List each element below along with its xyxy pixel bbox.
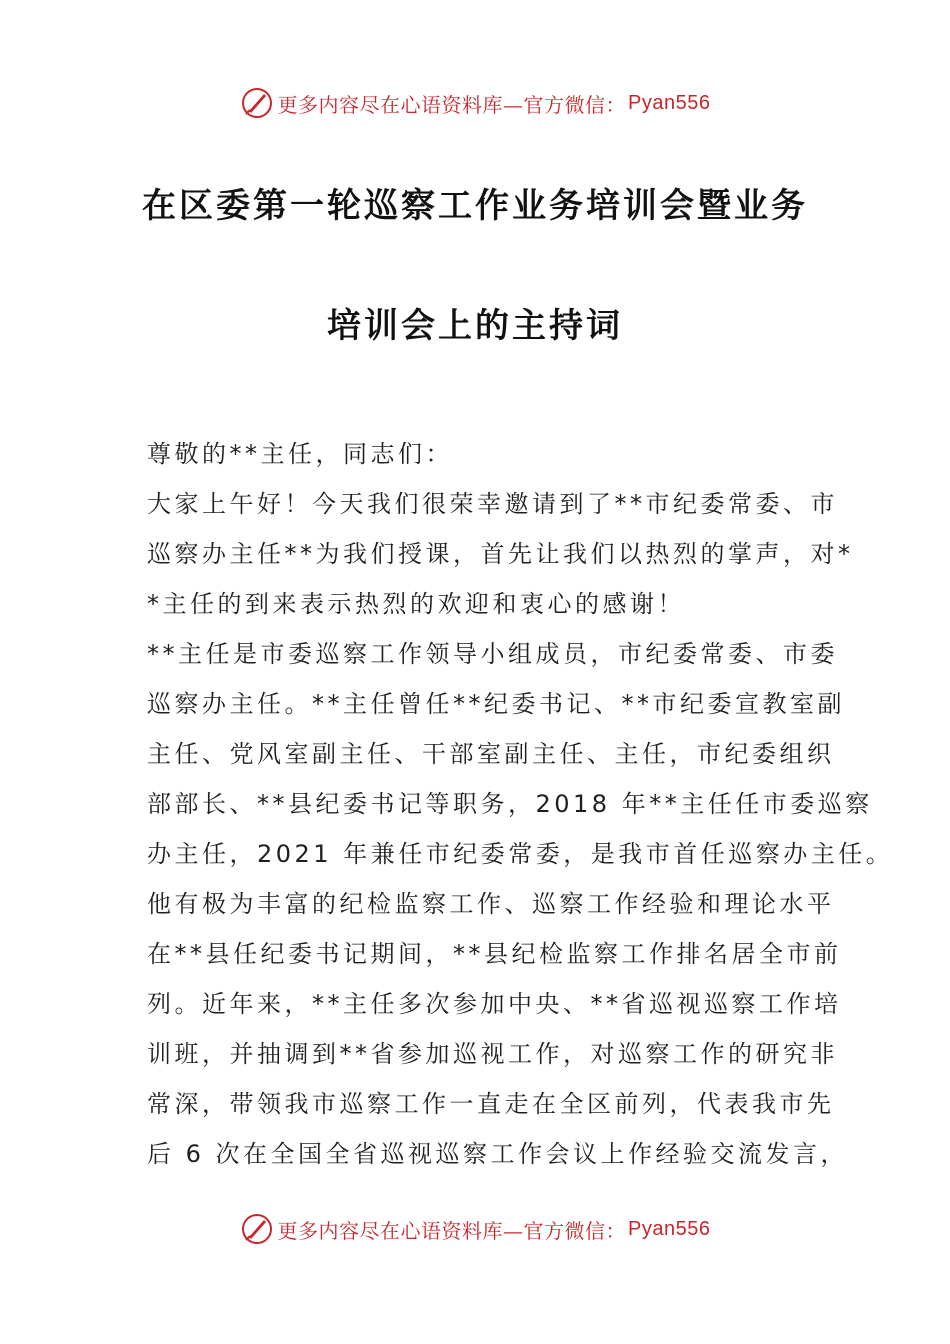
watermark-text: 更多内容尽在心语资料库—官方微信：: [277, 92, 627, 117]
watermark-wechat-id: Pyan556: [628, 91, 711, 114]
document-title-line-2: 培训会上的主持词: [327, 306, 623, 346]
body-line: 巡察办主任。**主任曾任**纪委书记、**市纪委宣教室副: [147, 690, 845, 718]
body-line: 大家上午好！今天我们很荣幸邀请到了**市纪委常委、市: [147, 490, 838, 518]
body-line: *主任的到来表示热烈的欢迎和衷心的感谢！: [147, 590, 685, 618]
watermark-footer: [0, 1212, 950, 1246]
body-line: 巡察办主任**为我们授课，首先让我们以热烈的掌声，对*: [147, 540, 854, 568]
body-line: **主任是市委巡察工作领导小组成员，市纪委常委、市委: [147, 640, 838, 668]
document-title-line-1: 在区委第一轮巡察工作业务培训会暨业务: [142, 186, 808, 226]
watermark-wechat-id: Pyan556: [628, 1217, 711, 1240]
body-line: 后 6 次在全国全省巡视巡察工作会议上作经验交流发言，: [147, 1140, 849, 1168]
document-body: [147, 429, 894, 1179]
body-line: 他有极为丰富的纪检监察工作、巡察工作经验和理论水平: [147, 890, 835, 918]
body-line: 在**县任纪委书记期间，**县纪检监察工作排名居全市前: [147, 940, 842, 968]
body-line: 列。近年来，**主任多次参加中央、**省巡视巡察工作培: [147, 990, 842, 1018]
body-line: 部部长、**县纪委书记等职务，2018 年**主任任市委巡察: [147, 790, 873, 818]
body-line: 办主任，2021 年兼任市纪委常委，是我市首任巡察办主任。: [147, 840, 894, 868]
quill-logo-icon: [240, 1212, 274, 1246]
watermark-header: [0, 86, 950, 120]
watermark-text: 更多内容尽在心语资料库—官方微信：: [277, 1218, 627, 1243]
body-line: 尊敬的**主任，同志们：: [147, 440, 453, 468]
body-line: 主任、党风室副主任、干部室副主任、主任，市纪委组织: [147, 740, 835, 768]
quill-logo-icon: [240, 86, 274, 120]
body-line: 常深，带领我市巡察工作一直走在全区前列，代表我市先: [147, 1090, 835, 1118]
body-line: 训班，并抽调到**省参加巡视工作，对巡察工作的研究非: [147, 1040, 838, 1068]
